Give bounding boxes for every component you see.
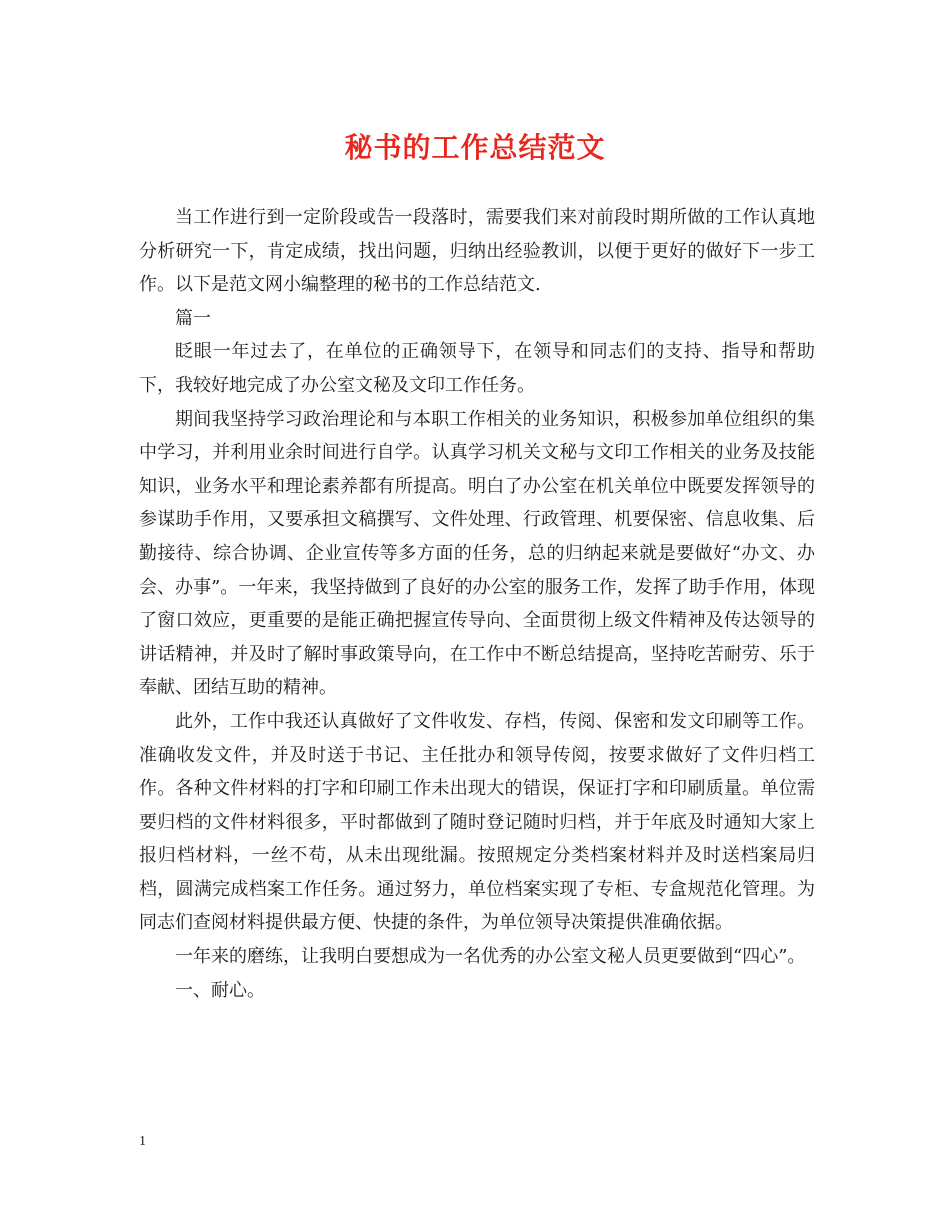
paragraph-intro: 当工作进行到一定阶段或告一段落时，需要我们来对前段时期所做的工作认真地分析研究一下，肯定成绩，找出问题，归纳出经验教训，以便于更好的做好下一步工作。以下是范文网小编整理的秘书的工作总结范文. — [139, 207, 815, 296]
paragraph-4: 一年来的磨练，让我明白要想成为一名优秀的办公室文秘人员更要做到“四心”。 — [175, 946, 806, 968]
page-number: 1 — [139, 1134, 146, 1149]
paragraph-subheading: 一、耐心。 — [175, 979, 265, 1001]
paragraph-3: 此外，工作中我还认真做好了文件收发、存档，传阅、保密和发文印刷等工作。准确收发文件，并及时送于书记、主任批办和领导传阅，按要求做好了文件归档工作。各种文件材料的打字和印刷工作未出现大的错误，保证打字和印刷质量。单位需要归档的文件材料很多，平时都做到了随时登记随时归档，并于年底及时通知大家上报归档材料，一丝不苟，从未出现纰漏。按照规定分类档案材料并及时送档案局归档，圆满完成档案工作任务。通过努力，单位档案实现了专柜、专盒规范化管理。为同志们查阅材料提供最方便、快捷的条件，为单位领导决策提供准确依据。 — [139, 710, 815, 934]
document-title: 秘书的工作总结范文 — [344, 131, 606, 164]
paragraph-2: 期间我坚持学习政治理论和与本职工作相关的业务知识，积极参加单位组织的集中学习，并利用业余时间进行自学。认真学习机关文秘与文印工作相关的业务及技能知识，业务水平和理论素养都有所提高。明白了办公室在机关单位中既要发挥领导的参谋助手作用，又要承担文稿撰写、文件处理、行政管理、机要保密、信息收集、后勤接待、综合协调、企业宣传等多方面的任务，总的归纳起来就是要做好“办文、办会、办事”。一年来，我坚持做到了良好的办公室的服务工作，发挥了助手作用，体现了窗口效应，更重要的是能正确把握宣传导向、全面贯彻上级文件精神及传达领导的讲话精神，并及时了解时事政策导向，在工作中不断总结提高，坚持吃苦耐劳、乐于奉献、团结互助的精神。 — [139, 408, 815, 699]
paragraph-1: 眨眼一年过去了，在单位的正确领导下，在领导和同志们的支持、指导和帮助下，我较好地完成了办公室文秘及文印工作任务。 — [139, 341, 815, 396]
document-body — [139, 201, 815, 1007]
paragraph-section-heading: 篇一 — [175, 307, 211, 329]
